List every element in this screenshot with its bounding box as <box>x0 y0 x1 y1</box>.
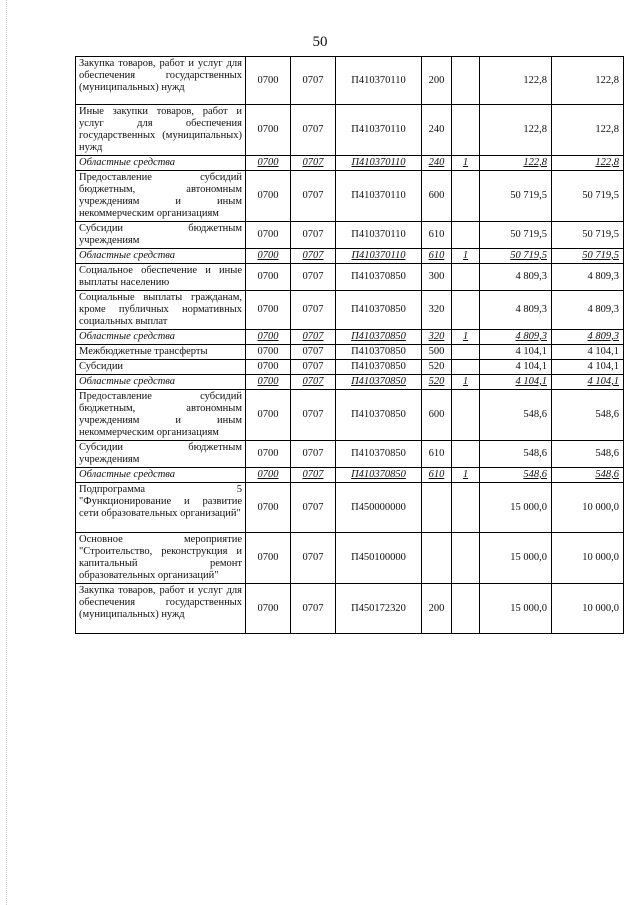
row-value-year1: 4 809,3 <box>480 291 552 330</box>
row-subsection: 0707 <box>291 105 336 156</box>
row-target-article: П410370850 <box>336 264 422 291</box>
row-value-year2: 122,8 <box>552 156 624 171</box>
table-row <box>76 390 624 441</box>
row-value-year2: 4 809,3 <box>552 264 624 291</box>
table-row-regional-funds <box>76 249 624 264</box>
row-section: 0700 <box>246 360 291 375</box>
row-funding-source <box>452 171 480 222</box>
row-value-year1: 50 719,5 <box>480 249 552 264</box>
table-row <box>76 360 624 375</box>
table-row-regional-funds <box>76 330 624 345</box>
row-value-year2: 122,8 <box>552 105 624 156</box>
row-funding-source <box>452 360 480 375</box>
row-section: 0700 <box>246 468 291 483</box>
row-expense-type <box>422 533 452 584</box>
row-funding-source <box>452 222 480 249</box>
row-value-year2: 548,6 <box>552 468 624 483</box>
margin-line <box>6 0 7 905</box>
row-expense-type: 520 <box>422 360 452 375</box>
row-value-year1: 4 104,1 <box>480 375 552 390</box>
row-funding-source <box>452 441 480 468</box>
table-row <box>76 584 624 634</box>
row-name: Закупка товаров, работ и услуг для обеспечения государственных (муниципальных) нужд <box>76 584 246 634</box>
table-row <box>76 345 624 360</box>
table-row-regional-funds <box>76 375 624 390</box>
row-section: 0700 <box>246 156 291 171</box>
row-target-article: П410370850 <box>336 375 422 390</box>
row-funding-source <box>452 584 480 634</box>
row-value-year2: 548,6 <box>552 390 624 441</box>
row-expense-type: 200 <box>422 584 452 634</box>
row-expense-type: 240 <box>422 105 452 156</box>
row-subsection: 0707 <box>291 264 336 291</box>
row-section: 0700 <box>246 441 291 468</box>
row-value-year2: 4 104,1 <box>552 345 624 360</box>
row-subsection: 0707 <box>291 584 336 634</box>
row-section: 0700 <box>246 345 291 360</box>
row-expense-type <box>422 483 452 533</box>
row-name: Областные средства <box>76 330 246 345</box>
row-section: 0700 <box>246 249 291 264</box>
row-target-article: П410370110 <box>336 249 422 264</box>
row-target-article: П450172320 <box>336 584 422 634</box>
row-expense-type: 610 <box>422 468 452 483</box>
row-value-year1: 15 000,0 <box>480 584 552 634</box>
row-value-year1: 4 104,1 <box>480 360 552 375</box>
row-funding-source: 1 <box>452 249 480 264</box>
row-target-article: П410370110 <box>336 171 422 222</box>
row-name: Социальные выплаты гражданам, кроме публичных нормативных социальных выплат <box>76 291 246 330</box>
row-subsection: 0707 <box>291 533 336 584</box>
table-row <box>76 264 624 291</box>
row-value-year2: 4 809,3 <box>552 330 624 345</box>
row-expense-type: 610 <box>422 249 452 264</box>
budget-table <box>75 56 624 634</box>
row-name: Субсидии бюджетным учреждениям <box>76 441 246 468</box>
row-name: Областные средства <box>76 375 246 390</box>
row-subsection: 0707 <box>291 468 336 483</box>
row-expense-type: 320 <box>422 330 452 345</box>
row-funding-source <box>452 483 480 533</box>
row-target-article: П410370850 <box>336 345 422 360</box>
row-subsection: 0707 <box>291 375 336 390</box>
row-target-article: П410370110 <box>336 222 422 249</box>
row-name: Социальное обеспечение и иные выплаты населению <box>76 264 246 291</box>
row-section: 0700 <box>246 533 291 584</box>
row-value-year2: 10 000,0 <box>552 533 624 584</box>
row-subsection: 0707 <box>291 156 336 171</box>
row-section: 0700 <box>246 222 291 249</box>
row-expense-type: 600 <box>422 171 452 222</box>
row-value-year2: 4 104,1 <box>552 375 624 390</box>
row-funding-source: 1 <box>452 156 480 171</box>
row-name: Субсидии <box>76 360 246 375</box>
row-name: Подпрограмма 5 "Функционирование и развитие сети образовательных организаций" <box>76 483 246 533</box>
row-funding-source <box>452 105 480 156</box>
row-funding-source <box>452 390 480 441</box>
row-value-year1: 548,6 <box>480 468 552 483</box>
row-section: 0700 <box>246 483 291 533</box>
row-value-year1: 122,8 <box>480 57 552 105</box>
row-name: Предоставление субсидий бюджетным, автономным учреждениям и иным некоммерческим организациям <box>76 390 246 441</box>
row-target-article: П410370110 <box>336 156 422 171</box>
table-row <box>76 291 624 330</box>
row-value-year1: 122,8 <box>480 156 552 171</box>
row-expense-type: 610 <box>422 441 452 468</box>
row-section: 0700 <box>246 291 291 330</box>
row-target-article: П410370850 <box>336 390 422 441</box>
row-name: Предоставление субсидий бюджетным, автономным учреждениям и иным некоммерческим организациям <box>76 171 246 222</box>
table-row <box>76 222 624 249</box>
row-value-year1: 548,6 <box>480 390 552 441</box>
row-target-article: П410370850 <box>336 330 422 345</box>
row-value-year2: 4 809,3 <box>552 291 624 330</box>
row-expense-type: 200 <box>422 57 452 105</box>
row-funding-source: 1 <box>452 330 480 345</box>
table-row <box>76 483 624 533</box>
row-value-year1: 122,8 <box>480 105 552 156</box>
row-value-year2: 50 719,5 <box>552 249 624 264</box>
row-value-year1: 15 000,0 <box>480 533 552 584</box>
row-expense-type: 240 <box>422 156 452 171</box>
row-funding-source <box>452 533 480 584</box>
row-target-article: П410370110 <box>336 105 422 156</box>
row-value-year2: 548,6 <box>552 441 624 468</box>
row-name: Областные средства <box>76 249 246 264</box>
row-name: Межбюджетные трансферты <box>76 345 246 360</box>
table-row <box>76 171 624 222</box>
page-number: 50 <box>312 34 328 50</box>
row-section: 0700 <box>246 105 291 156</box>
row-value-year1: 4 809,3 <box>480 264 552 291</box>
row-subsection: 0707 <box>291 291 336 330</box>
row-expense-type: 520 <box>422 375 452 390</box>
row-subsection: 0707 <box>291 57 336 105</box>
table-row-regional-funds <box>76 468 624 483</box>
row-name: Субсидии бюджетным учреждениям <box>76 222 246 249</box>
row-name: Иные закупки товаров, работ и услуг для обеспечения государственных (муниципальных) нужд <box>76 105 246 156</box>
row-value-year2: 50 719,5 <box>552 222 624 249</box>
row-funding-source: 1 <box>452 468 480 483</box>
row-value-year1: 548,6 <box>480 441 552 468</box>
row-subsection: 0707 <box>291 483 336 533</box>
row-expense-type: 610 <box>422 222 452 249</box>
row-subsection: 0707 <box>291 222 336 249</box>
row-value-year2: 50 719,5 <box>552 171 624 222</box>
row-target-article: П410370850 <box>336 360 422 375</box>
row-section: 0700 <box>246 390 291 441</box>
row-target-article: П410370850 <box>336 441 422 468</box>
row-section: 0700 <box>246 330 291 345</box>
row-funding-source <box>452 264 480 291</box>
row-name: Областные средства <box>76 468 246 483</box>
row-subsection: 0707 <box>291 441 336 468</box>
row-target-article: П450000000 <box>336 483 422 533</box>
row-funding-source <box>452 57 480 105</box>
row-name: Закупка товаров, работ и услуг для обеспечения государственных (муниципальных) нужд <box>76 57 246 105</box>
table-row <box>76 105 624 156</box>
row-subsection: 0707 <box>291 171 336 222</box>
row-value-year1: 50 719,5 <box>480 171 552 222</box>
row-subsection: 0707 <box>291 249 336 264</box>
row-value-year2: 122,8 <box>552 57 624 105</box>
row-funding-source <box>452 345 480 360</box>
row-name: Областные средства <box>76 156 246 171</box>
row-value-year1: 50 719,5 <box>480 222 552 249</box>
row-subsection: 0707 <box>291 330 336 345</box>
row-section: 0700 <box>246 375 291 390</box>
row-funding-source: 1 <box>452 375 480 390</box>
row-expense-type: 320 <box>422 291 452 330</box>
row-section: 0700 <box>246 584 291 634</box>
row-section: 0700 <box>246 57 291 105</box>
row-value-year2: 4 104,1 <box>552 360 624 375</box>
row-expense-type: 500 <box>422 345 452 360</box>
row-section: 0700 <box>246 264 291 291</box>
row-value-year2: 10 000,0 <box>552 483 624 533</box>
row-subsection: 0707 <box>291 345 336 360</box>
row-target-article: П410370850 <box>336 468 422 483</box>
row-value-year1: 4 104,1 <box>480 345 552 360</box>
row-target-article: П410370850 <box>336 291 422 330</box>
row-subsection: 0707 <box>291 360 336 375</box>
row-subsection: 0707 <box>291 390 336 441</box>
table-row <box>76 533 624 584</box>
row-expense-type: 300 <box>422 264 452 291</box>
table-row <box>76 441 624 468</box>
row-target-article: П410370110 <box>336 57 422 105</box>
row-value-year1: 15 000,0 <box>480 483 552 533</box>
row-section: 0700 <box>246 171 291 222</box>
row-expense-type: 600 <box>422 390 452 441</box>
table-row-regional-funds <box>76 156 624 171</box>
row-value-year2: 10 000,0 <box>552 584 624 634</box>
row-funding-source <box>452 291 480 330</box>
row-target-article: П450100000 <box>336 533 422 584</box>
row-value-year1: 4 809,3 <box>480 330 552 345</box>
table-row <box>76 57 624 105</box>
row-name: Основное мероприятие "Строительство, реконструкция и капитальный ремонт образовательных организаций" <box>76 533 246 584</box>
